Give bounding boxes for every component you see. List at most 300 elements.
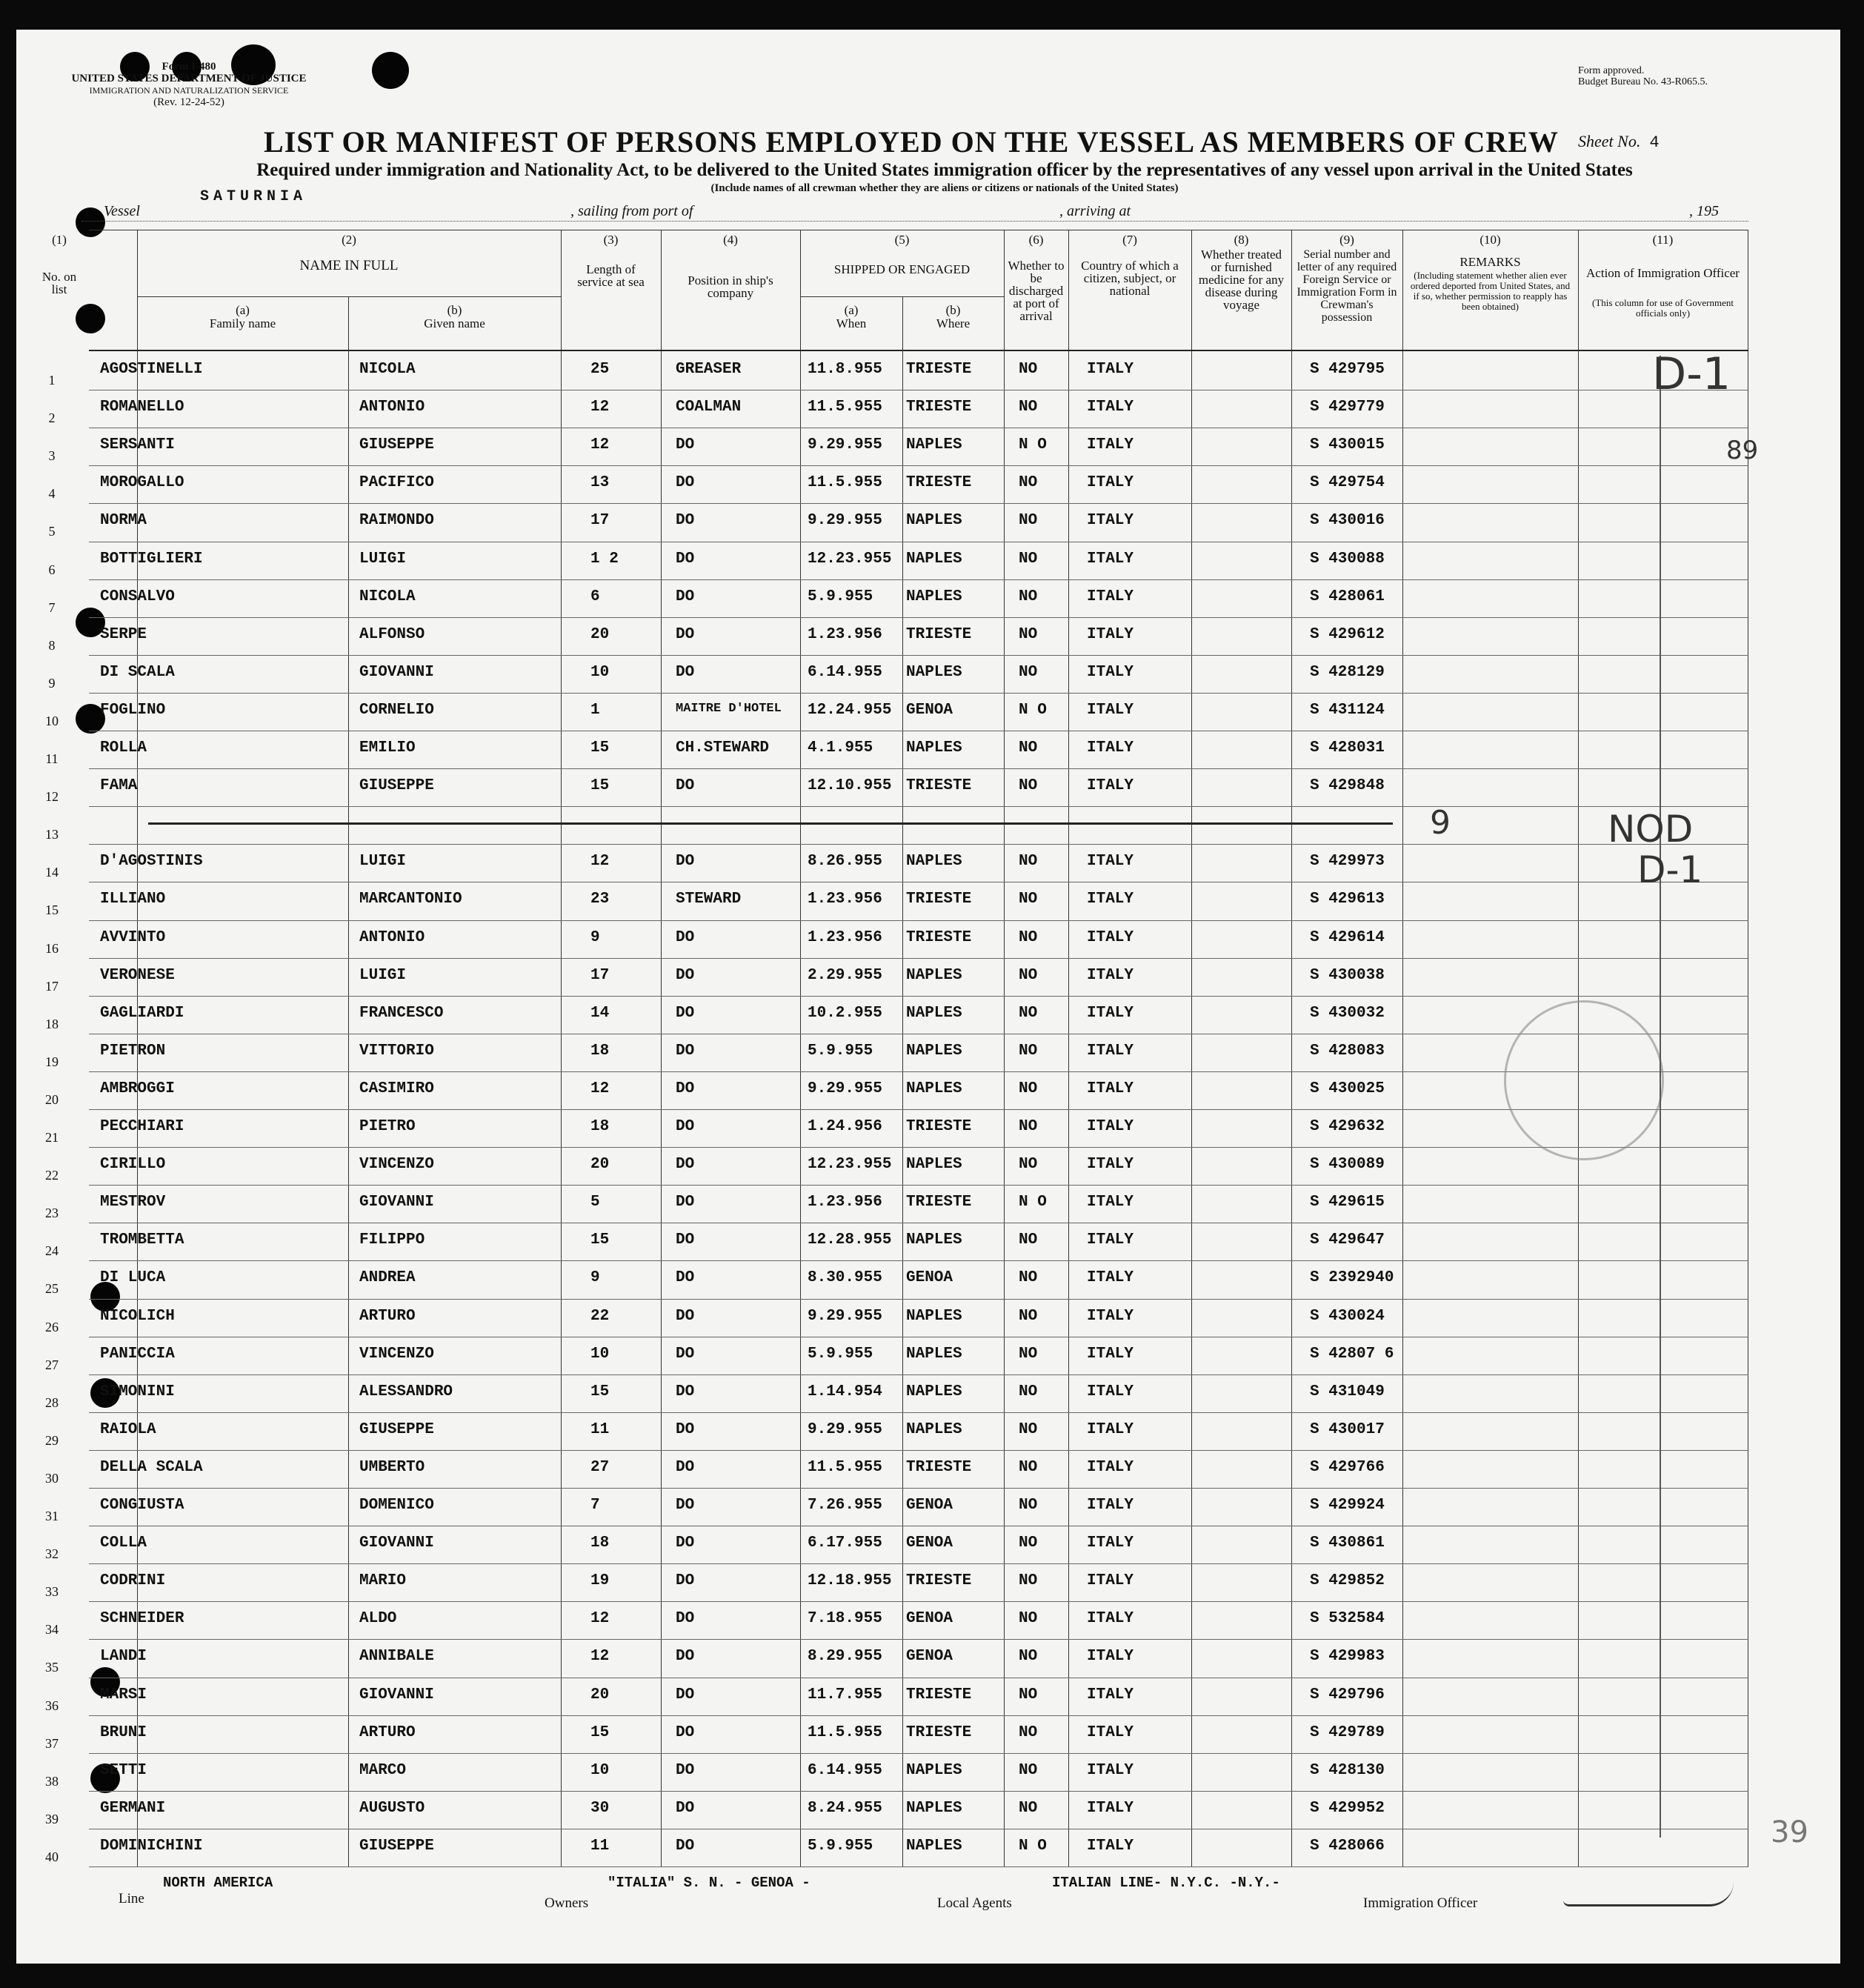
cell-country: ITALY <box>1087 1686 1134 1703</box>
cell-serial: S 429779 <box>1310 399 1385 416</box>
cell-when: 1.23.956 <box>808 928 882 946</box>
cell-position: DO <box>676 663 695 681</box>
cell-where: GENOA <box>906 701 953 719</box>
row-number: 14 <box>45 865 59 880</box>
cell-serial: S 430032 <box>1310 1004 1385 1022</box>
cell-serial: S 430016 <box>1310 512 1385 530</box>
cell-country: ITALY <box>1087 1118 1134 1135</box>
cell-serial: S 2392940 <box>1310 1269 1394 1287</box>
cell-when: 11.5.955 <box>808 399 882 416</box>
cell-disch: NO <box>1019 1572 1038 1590</box>
cell-given: GIOVANNI <box>359 663 434 681</box>
form-number: Form I-480 <box>162 61 216 73</box>
col-num-6: (6) <box>1028 233 1044 247</box>
col-name-in-full: NAME IN FULL <box>299 258 399 273</box>
cell-position: GREASER <box>676 361 742 378</box>
cell-country: ITALY <box>1087 512 1134 530</box>
cell-serial: S 429796 <box>1310 1686 1385 1703</box>
cell-disch: NO <box>1019 853 1038 871</box>
row-line <box>89 844 1748 845</box>
cell-length: 18 <box>590 1042 610 1060</box>
row-number: 40 <box>45 1849 59 1864</box>
col-line <box>1068 230 1069 1867</box>
cell-when: 9.29.955 <box>808 436 882 454</box>
cell-length: 17 <box>590 966 610 984</box>
cell-length: 15 <box>590 1383 610 1400</box>
handwritten-d1-second: D-1 <box>1637 848 1703 891</box>
cell-family: ROLLA <box>100 739 147 757</box>
family-given-line <box>348 296 349 1867</box>
sheet-value: 4 <box>1649 133 1660 152</box>
cell-disch: N O <box>1019 1837 1047 1855</box>
cell-length: 9 <box>590 928 600 946</box>
cell-family: ILLIANO <box>100 891 166 908</box>
cell-when: 11.5.955 <box>808 1723 882 1741</box>
cell-country: ITALY <box>1087 588 1134 605</box>
cell-family: PECCHIARI <box>100 1118 184 1135</box>
row-number: 3 <box>48 448 56 464</box>
row-line <box>89 1866 1748 1867</box>
cell-given: PIETRO <box>359 1118 416 1135</box>
cell-country: ITALY <box>1087 436 1134 454</box>
cell-length: 12 <box>590 1080 610 1097</box>
cell-disch: NO <box>1019 474 1038 492</box>
cell-given: VINCENZO <box>359 1345 434 1363</box>
cell-position: DO <box>676 1723 695 1741</box>
cell-when: 9.29.955 <box>808 1420 882 1438</box>
cell-country: ITALY <box>1087 1799 1134 1817</box>
cell-country: ITALY <box>1087 1420 1134 1438</box>
row-line <box>89 1639 1748 1640</box>
cell-when: 7.18.955 <box>808 1610 882 1628</box>
cell-family: FOGLINO <box>100 701 166 719</box>
cell-given: GIUSEPPE <box>359 1420 434 1438</box>
cell-when: 5.9.955 <box>808 588 873 605</box>
cell-serial: S 428031 <box>1310 739 1385 757</box>
cell-where: GENOA <box>906 1535 953 1552</box>
cell-position: STEWARD <box>676 891 742 908</box>
cell-disch: NO <box>1019 1610 1038 1628</box>
cell-disch: NO <box>1019 1080 1038 1097</box>
cell-when: 5.9.955 <box>808 1837 873 1855</box>
cell-length: 15 <box>590 777 610 795</box>
col-action: Action of Immigration Officer <box>1586 266 1740 280</box>
cell-position: DO <box>676 1194 695 1211</box>
handwritten-count: 89 <box>1726 436 1759 465</box>
officer-label: Immigration Officer <box>1363 1895 1478 1911</box>
cell-serial: S 429795 <box>1310 361 1385 378</box>
cell-given: GIUSEPPE <box>359 436 434 454</box>
cell-family: MARSI <box>100 1686 147 1703</box>
cell-where: NAPLES <box>906 1307 962 1325</box>
agents-label: Local Agents <box>937 1895 1012 1911</box>
cell-country: ITALY <box>1087 1269 1134 1287</box>
row-number: 29 <box>45 1432 59 1448</box>
cell-where: NAPLES <box>906 512 962 530</box>
row-number: 39 <box>45 1811 59 1826</box>
cell-where: NAPLES <box>906 588 962 605</box>
col-num-1: (1) <box>52 233 67 247</box>
cell-given: EMILIO <box>359 739 416 757</box>
handwritten-initials: 9 <box>1430 804 1451 842</box>
cell-disch: NO <box>1019 1307 1038 1325</box>
cell-family: SERSANTI <box>100 436 175 454</box>
cell-disch: NO <box>1019 361 1038 378</box>
cell-length: 12 <box>590 1610 610 1628</box>
cell-position: DO <box>676 1648 695 1666</box>
cell-disch: NO <box>1019 550 1038 568</box>
cell-position: DO <box>676 1497 695 1514</box>
row-number: 19 <box>45 1054 59 1069</box>
cell-where: NAPLES <box>906 1080 962 1097</box>
cell-where: NAPLES <box>906 1761 962 1779</box>
cell-when: 1.23.956 <box>808 625 882 643</box>
col-num-3: (3) <box>603 233 619 247</box>
row-line <box>89 1374 1748 1375</box>
cell-serial: S 430861 <box>1310 1535 1385 1552</box>
sailing-label: , sailing from port of <box>570 203 693 219</box>
cell-given: GIUSEPPE <box>359 777 434 795</box>
cell-disch: N O <box>1019 1194 1047 1211</box>
row-number: 21 <box>45 1130 59 1145</box>
col-num-8: (8) <box>1234 233 1249 247</box>
cell-serial: S 428130 <box>1310 1761 1385 1779</box>
cell-disch: NO <box>1019 777 1038 795</box>
cell-country: ITALY <box>1087 739 1134 757</box>
row-number: 38 <box>45 1773 59 1789</box>
col-when-a: (a) <box>844 303 859 317</box>
cell-when: 8.24.955 <box>808 1799 882 1817</box>
budget-bureau-line: Budget Bureau No. 43-R065.5. <box>1578 76 1708 87</box>
cell-when: 6.14.955 <box>808 1761 882 1779</box>
cell-country: ITALY <box>1087 399 1134 416</box>
cell-given: GIUSEPPE <box>359 1837 434 1855</box>
cell-disch: NO <box>1019 1648 1038 1666</box>
handwritten-d1: D-1 <box>1652 348 1731 400</box>
page-title: LIST OR MANIFEST OF PERSONS EMPLOYED ON THE VESSEL AS MEMBERS OF CREW <box>264 125 1559 159</box>
year-label: , 195 <box>1689 203 1719 219</box>
cell-position: COALMAN <box>676 399 742 416</box>
cell-position: DO <box>676 853 695 871</box>
row-number: 11 <box>45 751 59 766</box>
cell-family: BOTTIGLIERI <box>100 550 203 568</box>
row-number: 30 <box>45 1470 59 1486</box>
cell-disch: NO <box>1019 512 1038 530</box>
cell-length: 11 <box>590 1420 610 1438</box>
cell-when: 12.18.955 <box>808 1572 892 1590</box>
cell-serial: S 429612 <box>1310 625 1385 643</box>
cell-family: GERMANI <box>100 1799 166 1817</box>
line-value: NORTH AMERICA <box>163 1875 273 1891</box>
cell-length: 30 <box>590 1799 610 1817</box>
cell-when: 7.26.955 <box>808 1497 882 1514</box>
cell-given: MARCO <box>359 1761 407 1779</box>
cell-serial: S 429615 <box>1310 1194 1385 1211</box>
cell-country: ITALY <box>1087 1004 1134 1022</box>
col-num-10: (10) <box>1479 233 1501 247</box>
row-number: 2 <box>48 410 56 426</box>
cell-length: 17 <box>590 512 610 530</box>
row-line <box>89 579 1748 580</box>
col-no-on-list: No. on list <box>41 270 77 296</box>
vessel-label: Vessel <box>104 203 140 219</box>
cell-serial: S 430024 <box>1310 1307 1385 1325</box>
cell-position: CH.STEWARD <box>676 739 770 757</box>
row-number: 22 <box>45 1168 59 1183</box>
cell-disch: NO <box>1019 625 1038 643</box>
cell-given: ANNIBALE <box>359 1648 434 1666</box>
sheet-number <box>1578 132 1660 152</box>
cell-given: GIOVANNI <box>359 1686 434 1703</box>
cell-when: 12.23.955 <box>808 1156 892 1174</box>
cell-serial: S 429766 <box>1310 1458 1385 1476</box>
col-remarks: REMARKS <box>1459 255 1521 269</box>
cell-country: ITALY <box>1087 1761 1134 1779</box>
cell-family: AVVINTO <box>100 928 166 946</box>
cell-given: VITTORIO <box>359 1042 434 1060</box>
form-approved-block <box>1578 65 1815 87</box>
cell-serial: S 430025 <box>1310 1080 1385 1097</box>
cell-disch: NO <box>1019 891 1038 908</box>
cell-where: GENOA <box>906 1648 953 1666</box>
cell-where: NAPLES <box>906 1345 962 1363</box>
cell-country: ITALY <box>1087 966 1134 984</box>
cell-when: 5.9.955 <box>808 1042 873 1060</box>
cell-country: ITALY <box>1087 1572 1134 1590</box>
cell-serial: S 430038 <box>1310 966 1385 984</box>
cell-where: TRIESTE <box>906 928 972 946</box>
cell-family: PANICCIA <box>100 1345 175 1363</box>
cell-position: DO <box>676 1686 695 1703</box>
cell-when: 1.23.956 <box>808 891 882 908</box>
cell-serial: S 428083 <box>1310 1042 1385 1060</box>
cell-family: NICOLICH <box>100 1307 175 1325</box>
row-line <box>89 1412 1748 1413</box>
cell-country: ITALY <box>1087 1231 1134 1249</box>
cell-position: DO <box>676 1535 695 1552</box>
cell-given: MARIO <box>359 1572 407 1590</box>
officer-signature <box>1563 1882 1734 1906</box>
cell-family: DI SCALA <box>100 663 175 681</box>
col-line <box>1191 230 1192 1867</box>
cell-disch: N O <box>1019 701 1047 719</box>
cell-position: DO <box>676 436 695 454</box>
cell-serial: S 429952 <box>1310 1799 1385 1817</box>
cell-given: NICOLA <box>359 588 416 605</box>
cell-where: TRIESTE <box>906 625 972 643</box>
cell-country: ITALY <box>1087 777 1134 795</box>
cell-serial: S 429632 <box>1310 1118 1385 1135</box>
cell-when: 11.5.955 <box>808 474 882 492</box>
cell-length: 19 <box>590 1572 610 1590</box>
cell-disch: NO <box>1019 1383 1038 1400</box>
vessel-name: SATURNIA <box>200 188 307 205</box>
cell-position: DO <box>676 1420 695 1438</box>
row-line <box>89 768 1748 769</box>
cell-given: LUIGI <box>359 550 407 568</box>
cell-position: DO <box>676 1572 695 1590</box>
col-remarks-note: (Including statement whether alien ever ordered deported from United States, and if so, whether permission to reapply has been obtained) <box>1410 270 1571 312</box>
cell-family: SCHNEIDER <box>100 1610 184 1628</box>
cell-when: 1.14.954 <box>808 1383 882 1400</box>
cell-country: ITALY <box>1087 1610 1134 1628</box>
cell-disch: NO <box>1019 1761 1038 1779</box>
cell-family: DELLA SCALA <box>100 1458 203 1476</box>
row-number: 37 <box>45 1735 59 1751</box>
cell-given: CASIMIRO <box>359 1080 434 1097</box>
row-number: 35 <box>45 1660 59 1675</box>
cell-where: NAPLES <box>906 1042 962 1060</box>
cell-length: 1 2 <box>590 550 619 568</box>
cell-serial: S 429848 <box>1310 777 1385 795</box>
cell-given: ANTONIO <box>359 399 425 416</box>
cell-position: DO <box>676 512 695 530</box>
cell-family: VERONESE <box>100 966 175 984</box>
cell-length: 7 <box>590 1497 600 1514</box>
cell-where: NAPLES <box>906 1799 962 1817</box>
col-length: Length of service at sea <box>577 262 645 289</box>
cell-family: BRUNI <box>100 1723 147 1741</box>
cell-position: DO <box>676 474 695 492</box>
row-number: 4 <box>48 486 56 502</box>
cell-given: ALESSANDRO <box>359 1383 453 1400</box>
cell-family: LANDI <box>100 1648 147 1666</box>
cell-country: ITALY <box>1087 928 1134 946</box>
cell-when: 12.10.955 <box>808 777 892 795</box>
cell-given: ANTONIO <box>359 928 425 946</box>
revision: (Rev. 12-24-52) <box>153 96 224 108</box>
cell-country: ITALY <box>1087 891 1134 908</box>
cell-where: TRIESTE <box>906 474 972 492</box>
cell-country: ITALY <box>1087 1837 1134 1855</box>
handwritten-total: 39 <box>1771 1815 1808 1849</box>
row-line <box>89 1299 1748 1300</box>
col-discharged: Whether to be discharged at port of arrival <box>1008 259 1065 323</box>
cell-family: MESTROV <box>100 1194 166 1211</box>
cell-country: ITALY <box>1087 1156 1134 1174</box>
row-line <box>89 1791 1748 1792</box>
cell-serial: S 429983 <box>1310 1648 1385 1666</box>
cell-when: 6.17.955 <box>808 1535 882 1552</box>
cell-when: 12.28.955 <box>808 1231 892 1249</box>
cell-serial: S 429924 <box>1310 1497 1385 1514</box>
cell-position: DO <box>676 1269 695 1287</box>
col-given-b: (b) <box>447 303 462 317</box>
cell-when: 12.24.955 <box>808 701 892 719</box>
cell-family: CIRILLO <box>100 1156 166 1174</box>
col-position: Position in ship's company <box>688 273 773 300</box>
cell-position: DO <box>676 1231 695 1249</box>
cell-where: NAPLES <box>906 550 962 568</box>
when-where-line <box>902 296 903 1867</box>
cell-serial: S 429647 <box>1310 1231 1385 1249</box>
cell-country: ITALY <box>1087 1080 1134 1097</box>
cell-family: CONGIUSTA <box>100 1497 184 1514</box>
cell-disch: NO <box>1019 1156 1038 1174</box>
cell-family: ROMANELLO <box>100 399 184 416</box>
col-num-4: (4) <box>723 233 738 247</box>
cell-length: 10 <box>590 663 610 681</box>
row-number: 17 <box>45 978 59 994</box>
cell-serial: S 431124 <box>1310 701 1385 719</box>
row-line <box>89 1753 1748 1754</box>
header-bottom-line <box>89 350 1748 351</box>
col-num-11: (11) <box>1652 233 1674 247</box>
cell-position: DO <box>676 1080 695 1097</box>
line-label: Line <box>119 1891 144 1906</box>
cell-family: GAGLIARDI <box>100 1004 184 1022</box>
cell-length: 23 <box>590 891 610 908</box>
cell-serial: S 428061 <box>1310 588 1385 605</box>
cell-where: TRIESTE <box>906 1723 972 1741</box>
cell-when: 10.2.955 <box>808 1004 882 1022</box>
row-number: 20 <box>45 1091 59 1107</box>
cell-where: NAPLES <box>906 1004 962 1022</box>
cell-disch: NO <box>1019 1345 1038 1363</box>
cell-position: DO <box>676 966 695 984</box>
strike-through-line <box>148 822 1393 825</box>
cell-family: RAIOLA <box>100 1420 156 1438</box>
cell-given: GIOVANNI <box>359 1535 434 1552</box>
cell-length: 12 <box>590 436 610 454</box>
cell-when: 5.9.955 <box>808 1345 873 1363</box>
handwritten-nod: NOD <box>1608 808 1694 851</box>
cell-disch: NO <box>1019 1042 1038 1060</box>
cell-serial: S 429613 <box>1310 891 1385 908</box>
cell-position: DO <box>676 1004 695 1022</box>
cell-position: DO <box>676 625 695 643</box>
row-number: 23 <box>45 1206 59 1221</box>
row-line <box>89 1488 1748 1489</box>
cell-where: GENOA <box>906 1497 953 1514</box>
cell-where: TRIESTE <box>906 1572 972 1590</box>
cell-given: ANDREA <box>359 1269 416 1287</box>
cell-length: 13 <box>590 474 610 492</box>
cell-family: COLLA <box>100 1535 147 1552</box>
cell-disch: NO <box>1019 1118 1038 1135</box>
cell-length: 15 <box>590 1231 610 1249</box>
cell-serial: S 431049 <box>1310 1383 1385 1400</box>
cell-family: TROMBETTA <box>100 1231 184 1249</box>
cell-given: DOMENICO <box>359 1497 434 1514</box>
cell-length: 11 <box>590 1837 610 1855</box>
cell-country: ITALY <box>1087 1042 1134 1060</box>
cell-where: NAPLES <box>906 1383 962 1400</box>
row-number: 26 <box>45 1319 59 1334</box>
cell-country: ITALY <box>1087 361 1134 378</box>
cell-serial: S 428129 <box>1310 663 1385 681</box>
col-family-a: (a) <box>236 303 250 317</box>
cell-given: GIOVANNI <box>359 1194 434 1211</box>
col-serial: Serial number and letter of any required Foreign Service or Immigration Form in Crewman's possession <box>1297 248 1397 324</box>
cell-disch: NO <box>1019 1723 1038 1741</box>
col-line <box>561 230 562 1867</box>
cell-disch: N O <box>1019 436 1047 454</box>
cell-position: DO <box>676 550 695 568</box>
cell-country: ITALY <box>1087 1345 1134 1363</box>
col-where: Where <box>936 316 971 330</box>
crew-table <box>41 230 1748 1867</box>
row-number: 8 <box>48 637 56 653</box>
row-number: 18 <box>45 1016 59 1031</box>
col-num-2: (2) <box>342 233 356 247</box>
cell-disch: NO <box>1019 966 1038 984</box>
row-number: 7 <box>48 599 56 615</box>
row-number: 24 <box>45 1243 59 1259</box>
cell-when: 11.5.955 <box>808 1458 882 1476</box>
cell-given: PACIFICO <box>359 474 434 492</box>
cell-country: ITALY <box>1087 1458 1134 1476</box>
